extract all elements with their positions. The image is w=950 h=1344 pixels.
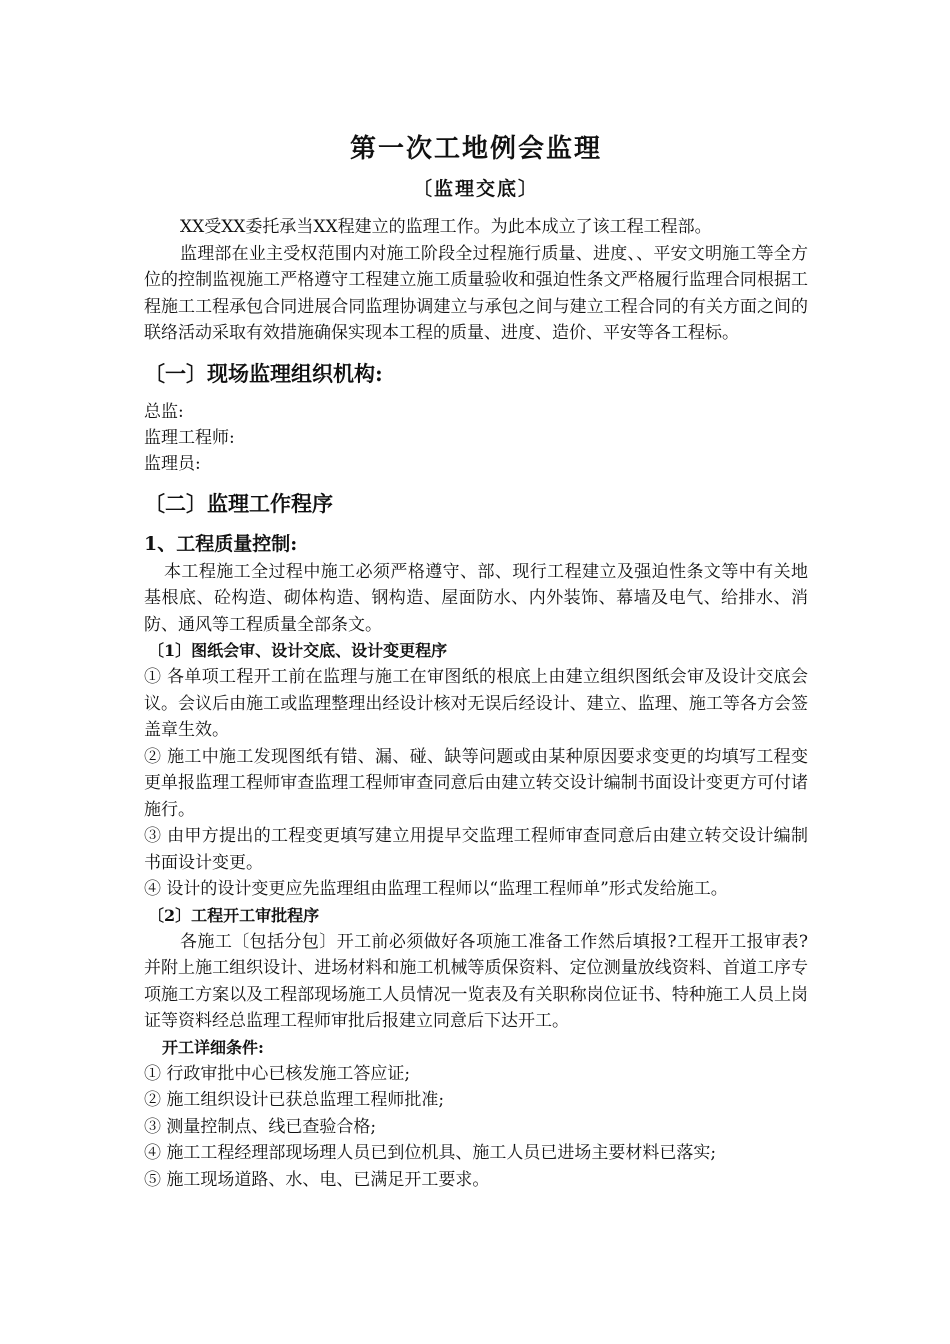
document-page	[144, 128, 808, 1193]
staff-chief-supervisor: 总监:	[144, 401, 184, 422]
staff-list	[144, 399, 808, 477]
drawing-review-point-4: ④ 设计的设计变更应先监理组由监理工程师以“监理工程师单”形式发给施工。	[144, 879, 728, 899]
drawing-review-point-2: ② 施工中施工发现图纸有错、漏、碰、缺等问题或由某种原因要求变更的均填写工程变更单报监理工程师审查监理工程师审查同意后由建立转交设计编制书面设计变更方可付诸施行。	[144, 746, 808, 820]
drawing-review-heading: 〔1〕图纸会审、设计交底、设计变更程序	[148, 641, 448, 660]
document-title: 第一次工地例会监理	[349, 134, 602, 164]
commencement-approval-paragraph: 各施工〔包括分包〕开工前必须做好各项施工准备工作然后填报?工程开工报审表?并附上施工组织设计、进场材料和施工机械等质保资料、定位测量放线资料、首道工序专项施工方案以及工程部现场施工人员情况一览表及有关职称岗位证书、特种施工人员上岗证等资料经总监理工程师审批后报建立同意后下达开工。	[144, 931, 808, 1031]
document-subtitle: 〔监理交底〕	[412, 178, 539, 200]
commencement-condition-5: ⑤ 施工现场道路、水、电、已满足开工要求。	[144, 1169, 490, 1190]
commencement-condition-4: ④ 施工工程经理部现场理人员已到位机具、施工人员已进场主要材料已落实;	[144, 1143, 717, 1163]
section-2-heading: 〔二〕监理工作程序	[144, 490, 333, 516]
staff-supervising-engineer: 监理工程师:	[144, 427, 235, 448]
subsection-quality-heading: 1、工程质量控制:	[144, 532, 298, 555]
commencement-condition-3: ③ 测量控制点、线已查验合格;	[144, 1116, 377, 1137]
commencement-approval-heading: 〔2〕工程开工审批程序	[148, 905, 320, 925]
intro-paragraph-1: XX受XX委托承当XX程建立的监理工作。为此本成立了该工程工程部。	[180, 217, 712, 237]
commencement-condition-2: ② 施工组织设计已获总监理工程师批准;	[144, 1090, 445, 1110]
drawing-review-point-3: ③ 由甲方提出的工程变更填写建立用提早交监理工程师审查同意后由建立转交设计编制书面设计变更。	[144, 826, 808, 873]
intro-paragraph-2: 监理部在业主受权范围内对施工阶段全过程施行质量、进度、、平安文明施工等全方位的控制监视施工严格遵守工程建立施工质量验收和强迫性条文严格履行监理合同根据工程施工工程承包合同进展合同监理协调建立与承包之间与建立工程合同的有关方面之间的联络活动采取有效措施确保实现本工程的质量、进度、造价、平安等各工程标。	[144, 243, 808, 343]
drawing-review-point-1: ① 各单项工程开工前在监理与施工在审图纸的根底上由建立组织图纸会审及设计交底会议。会议后由施工或监理整理出经设计核对无误后经设计、建立、监理、施工等各方会签盖章生效。	[144, 667, 808, 740]
section-1-heading: 〔一〕现场监理组织机构:	[144, 360, 383, 386]
commencement-conditions-heading: 开工详细条件:	[162, 1037, 264, 1057]
staff-supervisor: 监理员:	[144, 453, 201, 474]
commencement-condition-1: ① 行政审批中心已核发施工答应证;	[144, 1063, 411, 1084]
quality-paragraph: 本工程施工全过程中施工必须严格遵守、部、现行工程建立及强迫性条文等中有关地基根底、砼构造、砌体构造、钢构造、屋面防水、内外装饰、幕墙及电气、给排水、消防、通风等工程质量全部条文。	[144, 561, 808, 635]
